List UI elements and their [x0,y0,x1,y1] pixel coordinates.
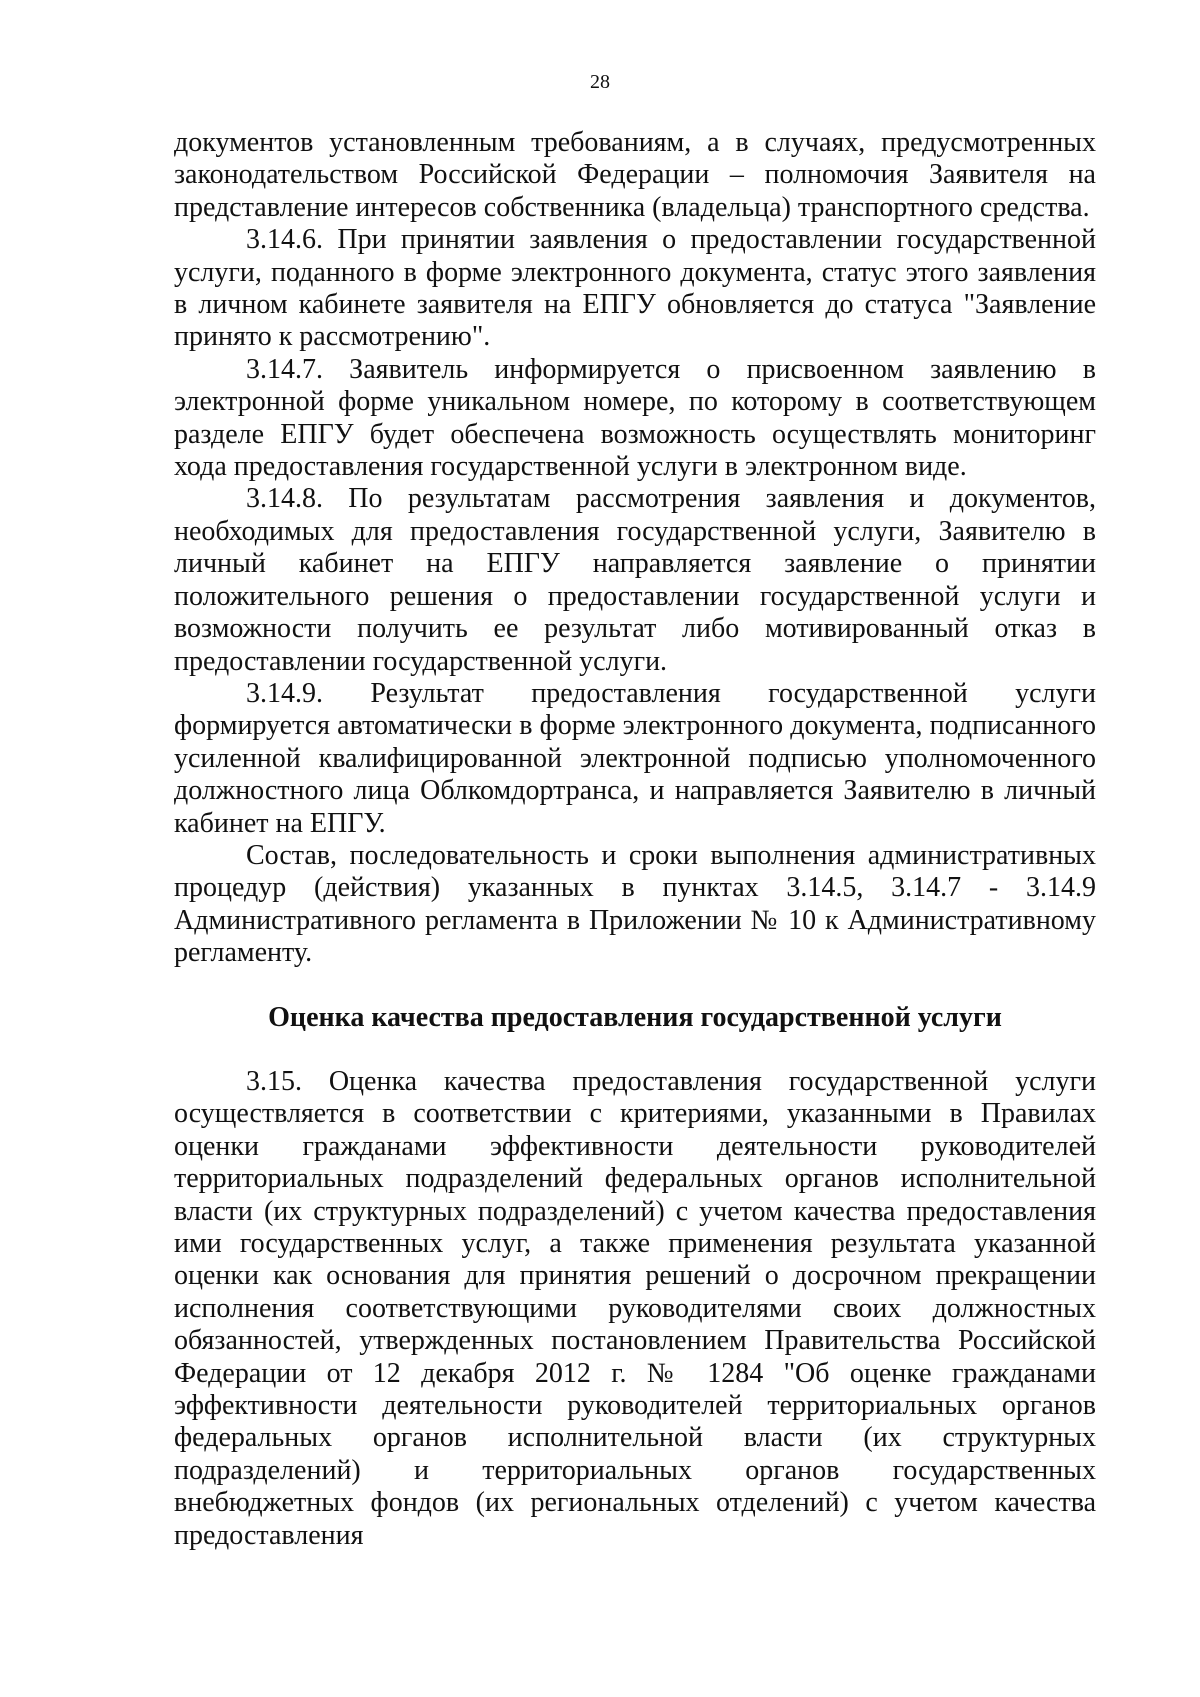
section-heading: Оценка качества предоставления государственной услуги [268,1001,1002,1033]
paragraph-3-15: 3.15. Оценка качества предоставления государственной услуги осуществляется в соответствии с критериями, указанными в Правилах оценки гражданами эффективности деятельности руководителей территориальных подразделений федеральных органов исполнительной власти (их структурных подразделений) с учетом качества предоставления ими государственных услуг, а также применения результата указанной оценки как основания для принятия решений о досрочном прекращении исполнения соответствующими руководителями своих должностных обязанностей, утвержденных постановлением Правительства Российской Федерации от 12 декабря 2012 г. № 1284 "Об оценке гражданами эффективности деятельности руководителей территориальных органов федеральных органов исполнительной власти (их структурных подразделений) и территориальных органов государственных внебюджетных фондов (их региональных отделений) с учетом качества предоставления [174,1065,1096,1551]
paragraph-continuation: документов установленным требованиям, а в случаях, предусмотренных законодательством Российской Федерации – полномочия Заявителя на представление интересов собственника (владельца) транспортного средства. [174,127,1096,223]
paragraph-3-14-6: 3.14.6. При принятии заявления о предоставлении государственной услуги, поданного в форме электронного документа, статус этого заявления в личном кабинете заявителя на ЕПГУ обновляется до статуса "Заявление принято к рассмотрению". [174,224,1096,353]
paragraph-3-14-7: 3.14.7. Заявитель информируется о присвоенном заявлению в электронной форме уникальном номере, по которому в соответствующем разделе ЕПГУ будет обеспечена возможность осуществлять мониторинг хода предоставления государственной услуги в электронном виде. [174,353,1096,483]
document-body [174,127,1096,1552]
page-number: 28 [590,71,610,93]
paragraph-3-14-8: 3.14.8. По результатам рассмотрения заявления и документов, необходимых для предоставления государственной услуги, Заявителю в личный кабинет на ЕПГУ направляется заявление о принятии положительного решения о предоставлении государственной услуги и возможности получить ее результат либо мотивированный отказ в предоставлении государственной услуги. [174,483,1096,677]
paragraph-3-14-9: 3.14.9. Результат предоставления государственной услуги формируется автоматически в форме электронного документа, подписанного усиленной квалифицированной электронной подписью уполномоченного должностного лица Облкомдортранса, и направляется Заявителю в личный кабинет на ЕПГУ. [174,677,1096,839]
paragraph-procedures: Состав, последовательность и сроки выполнения административных процедур (действия) указанных в пунктах 3.14.5, 3.14.7 - 3.14.9 Административного регламента в Приложении № 10 к Административному регламенту. [174,839,1096,969]
